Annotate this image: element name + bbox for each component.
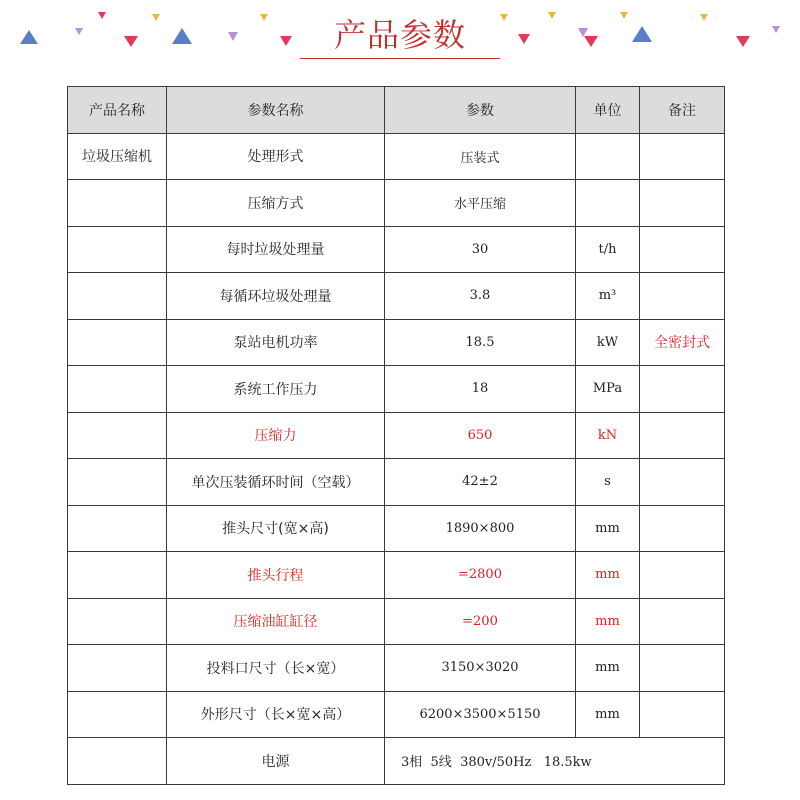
cell-value: 3150×3020	[385, 645, 576, 692]
table-row	[68, 691, 725, 738]
cell-product	[68, 505, 167, 552]
table-row-power	[68, 738, 725, 785]
cell-unit: mm	[576, 691, 640, 738]
cell-product	[68, 552, 167, 599]
cell-remark	[640, 366, 725, 413]
cell-product	[68, 319, 167, 366]
cell-value: 650	[385, 412, 576, 459]
cell-product	[68, 180, 167, 227]
table-row	[68, 366, 725, 413]
cell-product	[68, 691, 167, 738]
header-param-name: 参数名称	[167, 87, 385, 134]
cell-power-value: 3相 5线 380v/50Hz 18.5kw	[385, 738, 725, 785]
cell-product	[68, 226, 167, 273]
cell-name: 推头尺寸(宽×高)	[167, 505, 385, 552]
cell-product	[68, 459, 167, 506]
cell-unit: s	[576, 459, 640, 506]
cell-name: 处理形式	[167, 133, 385, 180]
cell-name: 电源	[167, 738, 385, 785]
cell-unit: m³	[576, 273, 640, 320]
table-row	[68, 552, 725, 599]
cell-remark	[640, 226, 725, 273]
cell-remark	[640, 412, 725, 459]
table-row	[68, 133, 725, 180]
cell-unit: mm	[576, 552, 640, 599]
table-row	[68, 180, 725, 227]
header-param-value: 参数	[385, 87, 576, 134]
cell-unit	[576, 180, 640, 227]
table-header-row	[68, 87, 725, 134]
cell-value: 3.8	[385, 273, 576, 320]
cell-value: 30	[385, 226, 576, 273]
cell-name: 泵站电机功率	[167, 319, 385, 366]
cell-unit: kW	[576, 319, 640, 366]
cell-product	[68, 412, 167, 459]
cell-name: 每时垃圾处理量	[167, 226, 385, 273]
table-row	[68, 412, 725, 459]
cell-name: 外形尺寸（长×宽×高）	[167, 691, 385, 738]
table-row	[68, 645, 725, 692]
cell-name: 压缩油缸缸径	[167, 598, 385, 645]
cell-product	[68, 273, 167, 320]
table-row	[68, 598, 725, 645]
cell-remark	[640, 691, 725, 738]
cell-unit	[576, 133, 640, 180]
cell-value: 1890×800	[385, 505, 576, 552]
cell-name: 单次压装循环时间（空载）	[167, 459, 385, 506]
cell-unit: kN	[576, 412, 640, 459]
table-row	[68, 226, 725, 273]
cell-remark: 全密封式	[640, 319, 725, 366]
cell-value: =200	[385, 598, 576, 645]
cell-unit: MPa	[576, 366, 640, 413]
cell-remark	[640, 459, 725, 506]
table-row	[68, 505, 725, 552]
cell-unit: t/h	[576, 226, 640, 273]
cell-remark	[640, 505, 725, 552]
page-title: 产品参数	[333, 16, 466, 54]
header-product-name: 产品名称	[68, 87, 167, 134]
cell-value: 压装式	[385, 133, 576, 180]
cell-unit: mm	[576, 505, 640, 552]
cell-remark	[640, 598, 725, 645]
cell-name: 推头行程	[167, 552, 385, 599]
cell-name: 每循环垃圾处理量	[167, 273, 385, 320]
cell-name: 投料口尺寸（长×宽）	[167, 645, 385, 692]
table-row	[68, 273, 725, 320]
cell-value: 18	[385, 366, 576, 413]
cell-remark	[640, 180, 725, 227]
cell-value: 6200×3500×5150	[385, 691, 576, 738]
cell-value: 42±2	[385, 459, 576, 506]
header-unit: 单位	[576, 87, 640, 134]
header-remark: 备注	[640, 87, 725, 134]
cell-product	[68, 738, 167, 785]
table-row	[68, 459, 725, 506]
spec-table	[67, 86, 725, 785]
cell-remark	[640, 552, 725, 599]
cell-product	[68, 598, 167, 645]
cell-name: 压缩力	[167, 412, 385, 459]
cell-product	[68, 645, 167, 692]
cell-value: 水平压缩	[385, 180, 576, 227]
cell-product: 垃圾压缩机	[68, 133, 167, 180]
cell-product	[68, 366, 167, 413]
cell-unit: mm	[576, 598, 640, 645]
cell-unit: mm	[576, 645, 640, 692]
cell-name: 压缩方式	[167, 180, 385, 227]
cell-remark	[640, 133, 725, 180]
table-row	[68, 319, 725, 366]
title-underline	[300, 58, 500, 59]
cell-remark	[640, 645, 725, 692]
cell-remark	[640, 273, 725, 320]
cell-value: =2800	[385, 552, 576, 599]
cell-value: 18.5	[385, 319, 576, 366]
cell-name: 系统工作压力	[167, 366, 385, 413]
